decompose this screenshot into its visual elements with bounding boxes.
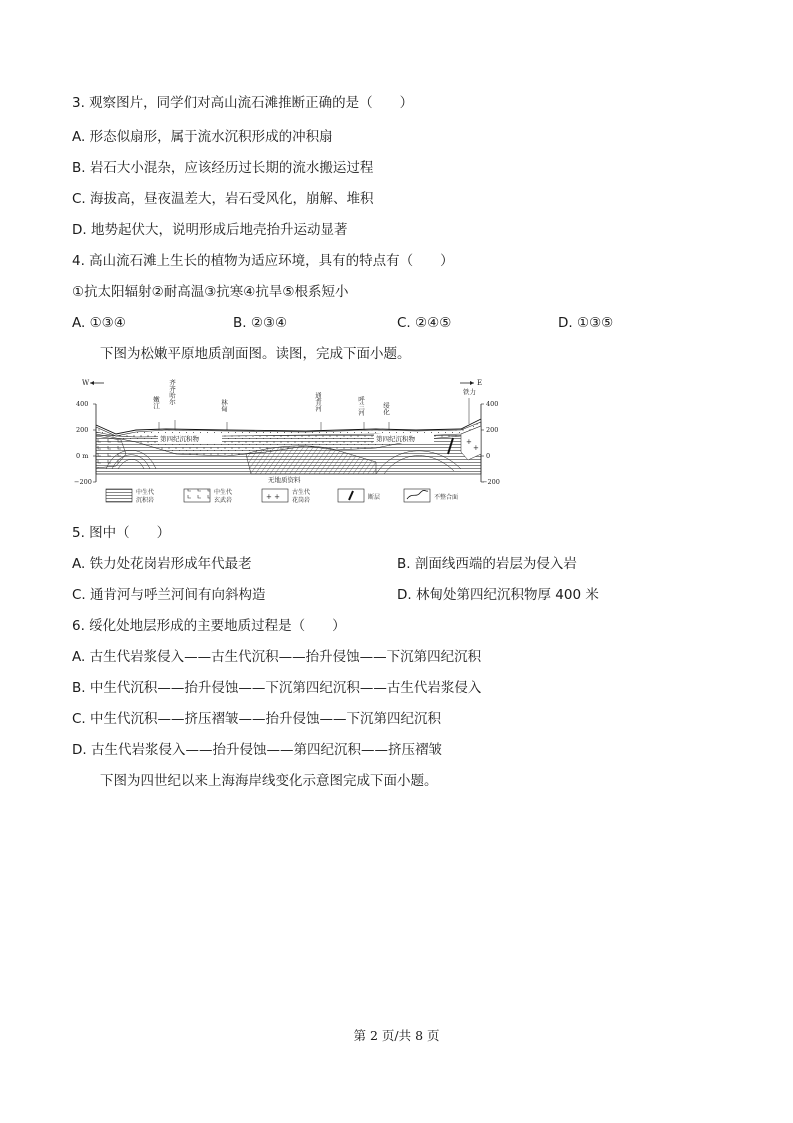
y-left-tick: 0 m bbox=[76, 452, 89, 460]
q3-option-a[interactable]: A. 形态似扇形，属于流水沉积形成的冲积扇 bbox=[72, 129, 333, 145]
quaternary-label-west: 第四纪沉积物 bbox=[160, 435, 199, 443]
legend-label: 断层 bbox=[368, 494, 381, 501]
q4-option-c[interactable]: C. ②④⑤ bbox=[397, 315, 452, 331]
legend-label: 中生代 bbox=[214, 489, 233, 496]
section-profile bbox=[96, 419, 481, 484]
y-left-tick: 400 bbox=[76, 400, 89, 408]
q3-option-c[interactable]: C. 海拔高，昼夜温差大，岩石受风化，崩解、堆积 bbox=[72, 191, 374, 207]
y-right-tick: −200 bbox=[482, 478, 500, 486]
figure-intro: 下图为松嫩平原地质剖面图。读图，完成下面小题。 bbox=[100, 346, 411, 362]
legend-label: 沉积岩 bbox=[136, 497, 155, 504]
q5-option-d[interactable]: D. 林甸处第四纪沉积物厚 400 米 bbox=[397, 587, 599, 603]
q4-option-a[interactable]: A. ①③④ bbox=[72, 315, 126, 331]
svg-text:+: + bbox=[473, 444, 479, 452]
y-right-tick: 0 bbox=[486, 452, 491, 460]
q4-items: ①抗太阳辐射②耐高温③抗寒④抗旱⑤根系短小 bbox=[72, 284, 349, 300]
q4-stem: 4. 高山流石滩上生长的植物为适应环境，具有的特点有（ ） bbox=[72, 253, 454, 269]
q3-option-b[interactable]: B. 岩石大小混杂，应该经历过长期的流水搬运过程 bbox=[72, 160, 374, 176]
q4-option-d[interactable]: D. ①③⑤ bbox=[558, 315, 614, 331]
y-right-tick: 400 bbox=[486, 400, 499, 408]
place-label-suihua: 绥化 bbox=[382, 402, 390, 415]
place-label-hulanhe: 呼兰河 bbox=[357, 396, 365, 416]
legend-label: 玄武岩 bbox=[214, 497, 233, 504]
page-footer: 第 2 页/共 8 页 bbox=[353, 1028, 440, 1043]
place-label-tongkenhe: 通肯河 bbox=[314, 392, 322, 412]
east-label: E bbox=[477, 379, 483, 387]
svg-text:+: + bbox=[466, 438, 472, 446]
legend-label: 不整合面 bbox=[434, 494, 459, 501]
q5-option-b[interactable]: B. 剖面线西端的岩层为侵入岩 bbox=[397, 556, 577, 572]
west-label: W bbox=[82, 379, 90, 387]
place-label-tieli: 铁力 bbox=[463, 388, 476, 396]
q5-option-c[interactable]: C. 通肯河与呼兰河间有向斜构造 bbox=[72, 587, 266, 603]
legend-label: 花岗岩 bbox=[292, 497, 311, 504]
place-labels bbox=[152, 378, 476, 431]
figure-intro-2: 下图为四世纪以来上海海岸线变化示意图完成下面小题。 bbox=[100, 773, 438, 789]
place-label-nenjiang: 嫩江 bbox=[152, 396, 160, 409]
q4-option-b[interactable]: B. ②③④ bbox=[233, 315, 288, 331]
legend-label: 古生代 bbox=[292, 489, 311, 496]
quaternary-label-east: 第四纪沉积物 bbox=[376, 435, 415, 443]
no-data-label: 无地质资料 bbox=[268, 476, 301, 484]
place-label-lindian: 林甸 bbox=[220, 399, 228, 412]
q3-option-d[interactable]: D. 地势起伏大，说明形成后地壳抬升运动显著 bbox=[72, 222, 348, 238]
figure-legend bbox=[106, 488, 458, 504]
legend-swatch-basalt bbox=[184, 489, 210, 502]
svg-text:+ +: + + bbox=[266, 493, 280, 501]
place-label-qiqihar: 齐齐哈尔 bbox=[168, 379, 176, 405]
q6-option-b[interactable]: B. 中生代沉积——抬升侵蚀——下沉第四纪沉积——古生代岩浆侵入 bbox=[72, 680, 482, 696]
legend-swatch-sedimentary bbox=[106, 489, 132, 502]
y-right-tick: 200 bbox=[486, 426, 499, 434]
q6-stem: 6. 绥化处地层形成的主要地质过程是（ ） bbox=[72, 618, 346, 634]
q3-stem: 3. 观察图片，同学们对高山流石滩推断正确的是（ ） bbox=[72, 95, 414, 111]
y-left-tick: 200 bbox=[76, 426, 89, 434]
q6-option-a[interactable]: A. 古生代岩浆侵入——古生代沉积——抬升侵蚀——下沉第四纪沉积 bbox=[72, 649, 482, 665]
q6-option-d[interactable]: D. 古生代岩浆侵入——抬升侵蚀——第四纪沉积——挤压褶皱 bbox=[72, 742, 442, 758]
q5-stem: 5. 图中（ ） bbox=[72, 525, 171, 541]
legend-label: 中生代 bbox=[136, 489, 155, 496]
q6-option-c[interactable]: C. 中生代沉积——挤压褶皱——抬升侵蚀——下沉第四纪沉积 bbox=[72, 711, 442, 727]
y-left-tick: −200 bbox=[74, 478, 92, 486]
geologic-section-figure bbox=[76, 374, 501, 510]
q5-option-a[interactable]: A. 铁力处花岗岩形成年代最老 bbox=[72, 556, 252, 572]
